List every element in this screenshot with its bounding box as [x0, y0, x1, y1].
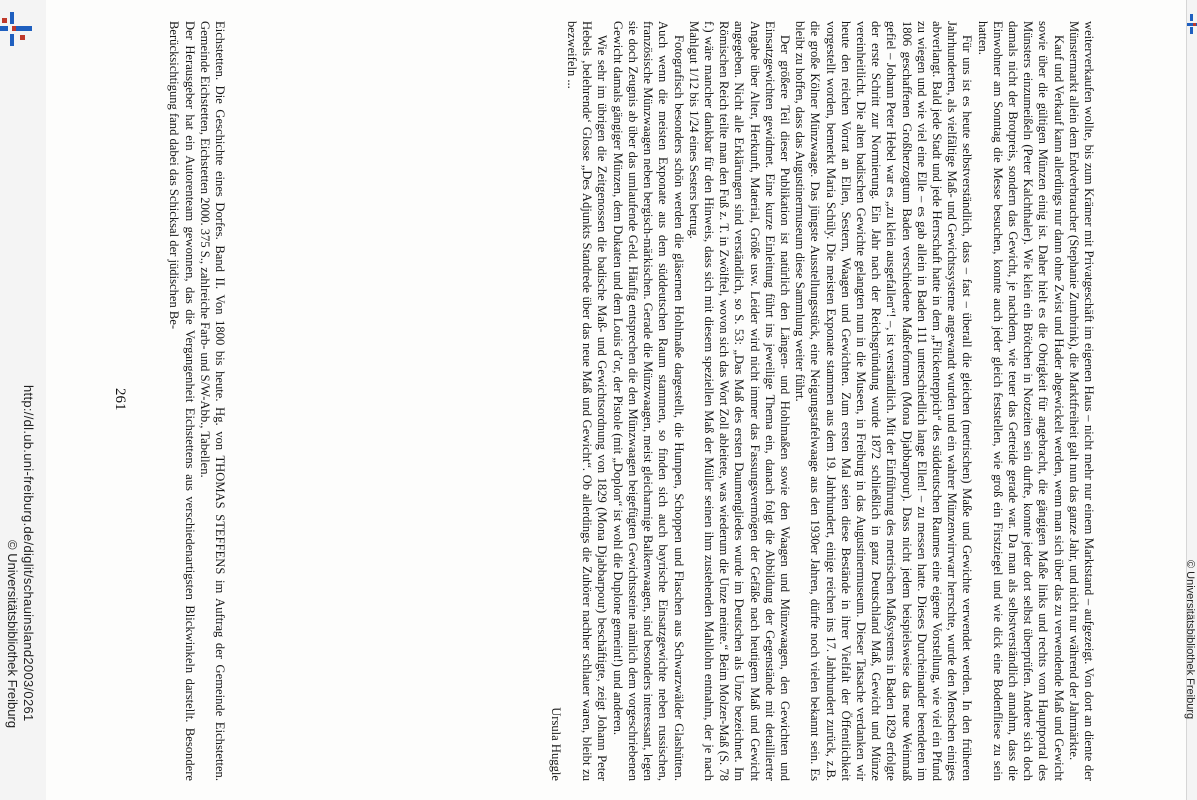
- university-library-mini-logo-icon[interactable]: [1187, 14, 1197, 34]
- scanned-page: [46, 0, 1187, 800]
- university-library-logo-icon[interactable]: [0, 12, 40, 46]
- paragraph: Für uns ist es heute selbstverständlich, dass – fast – überall die gleichen (metrischen) Maße und Gewichte verwendet werden. In den früheren Jahrhunderten, als vielfältige Maß- und Gewichtssysteme angewandt wurden und ein wahrer Münzenwirrwarr herrschte, wurde den Menschen einiges abverlangt. Bald jede Stadt und jede Herrschaft hatte in dem „Flickenteppich“ des süddeutschen Raumes eine eigene Vorstellung, wie viel ein Pfund zu wiegen und wie viel eine Elle – es gab allein in Baden 111 unterschiedlich lange Ellen! – zu messen hatte. Dieses Durcheinander beendeten im 1806 geschaffenen Großherzogtum Baden verschiedene Maßreformen (Mona Djabbarpour). Dass nicht jedem beispielsweise das neue Weinmaß gefiel – Johann Peter Hebel war es „zu klein ausgefallen“! –, ist verständlich. Mit der Einführung des metrischen Maßsystems in Baden 1829 erfolgte der erste Schritt zur Normierung. Ein Jahr nach der Reichsgründung wurde 1872 schließlich in ganz Deutschland Maß, Gewicht und Münze vereinheitlicht. Die alten badischen Gewichte gelangten nun in die Museen, in Freiburg in das Augustinermuseum. Dieser Tatsache verdanken wir heute den reichen Vorrat an Ellen, Sestern, Waagen und Gewichten. Zum ersten Mal seien diese Bestände in ihrer Vielfalt der Öffentlichkeit vorgestellt worden, bemerkt Maria Schüly. Die meisten Exponate stammen aus dem 19. Jahrhundert, einige reichen ins 17. Jahrhundert zurück, z.B. die große Kölner Münzwaage. Das jüngste Ausstellungsstück, eine Neigungstafelwaage aus den 1930er Jahren, dürfte noch vielen bekannt sein. Es bleibt zu hoffen, dass das Augustinermuseum diese Sammlung weiter führt.: [793, 21, 975, 781]
- paragraph: Der Herausgeber hat ein Autorenteam gewonnen, das die Vergangenheit Eichstettens aus verschiedenartigsten Blickwinkeln darstellt. Besondere Berücksichtigung fand dabei das Schicksal der jüdischen Be-: [167, 21, 197, 781]
- copyright-line: © Universitätsbibliothek Freiburg: [5, 540, 20, 729]
- paragraph: weiterverkaufen wollte, bis zum Krämer mit Privatgeschäft im eigenen Haus – nicht mehr nur einem Marktstand – aufgezeigt. Von dort an diente der Münstermarkt allein dem Endverbraucher (Stephanie Zumbrink), die Marktfreiheit galt nun das ganze Jahr, und nicht nur während der Jahrmärkte.: [1066, 21, 1096, 781]
- viewer-right-strip: [1186, 0, 1197, 800]
- paragraph: Der größere Teil dieser Publikation ist natürlich den Längen- und Hohlmaßen sowie den Waagen und Münzwaagen, den Gewichten und Einsatzgewichten gewidmet. Eine kurze Einleitung führt ins jeweilige Thema ein, danach folgt die Abbildung der Gegenstände mit detaillierter Angabe über Alter, Herkunft, Material, Größe usw. Leider wird nicht immer das Fassungsvermögen der Gefäße nach heutigem Maß und Gewicht angegeben. Nicht alle Erklärungen sind verständlich, so S. 53: „Das Maß des ersten Daumengliedes wurde im Deutschen als Unze bezeichnet. Im Römischen Reich teilte man den Fuß z. T. in Zwölftel, wovon sich das Wort Zoll ableitete, was wiederum die Unze meinte.“ Beim Molzer-Maß (S. 78 f.) wäre mancher dankbar für den Hinweis, dass sich mit diesem speziellen Maß der Müller seinen ihm zustehenden Mahllohn entnahm, der je nach Mahlgut 1/12 bis 1/24 eines Sesters betrug.: [686, 21, 792, 781]
- paragraph: Kauf und Verkauf kann allerdings nur dann ohne Zwist und Hader abgewickelt werden, wenn man sich über das zu verwendende Maß und Gewicht sowie über die gültigen Münzen einig ist. Daher hielt es die Obrigkeit für angebracht, die gängigen Maße links und rechts vom Hauptportal des Münsters einzumeißeln (Peter Kalchthaler). Wie klein ein Brötchen in Notzeiten sein durfte, konnte jeder dort selbst überprüfen. Andere sich doch damals nicht der Brotpreis, sondern das Gewicht, je nachdem, wie teuer das Getreide gerade war. Da man als selbstverständlich annahm, dass die Einwohner am Sonntag die Messe besuchen, konnte auch jeder gleich feststellen, wie groß ein Firstziegel und wie dick eine Bodenfliese zu sein hatten.: [975, 21, 1066, 781]
- digital-url-line[interactable]: http://dl.ub.uni-freiburg.de/diglit/schauinsland2003/0261: [21, 385, 36, 722]
- bibliographic-entry: Eichstetten. Die Geschichte eines Dorfes. Band II. Von 1800 bis heute. Hg. von THOMAS STEFFENS im Auftrag der Gemeinde Eichstetten. Gemeinde Eichstetten, Eichstetten 2000. 375 S., zahlreiche Farb- und S/W-Abb., Tabellen.: [197, 21, 227, 781]
- top-copyright-fragment: © Universitätsbibliothek Freiburg: [1184, 560, 1196, 720]
- viewer-sidebar: [0, 0, 47, 800]
- main-text-column: [548, 21, 1096, 781]
- review-block-eichstetten: [166, 21, 227, 781]
- page-number: 261: [112, 388, 128, 411]
- paragraph: Wie sehr im übrigen die Zeitgenossen die badische Maß- und Gewichtsordnung von 1829 (Mona Djabbarpour) beschäftigte, zeigt Johann Peter Hebels ‚belehrende‘ Glosse „Des Adjunkts Standrede über das neue Maß und Gewicht“. Ob allerdings die Zuhörer nachher schlauer waren, bleibt zu bezweifeln ...: [565, 21, 610, 781]
- paragraph: Fotografisch besonders schön werden die gläsernen Hohlmaße dargestellt, die Humpen, Schoppen und Flaschen aus Schwarzwälder Glashütten. Auch wenn die meisten Exponate aus dem süddeutschen Raum stammen, so finden sich auch bayrische Einsatzgewichte neben russischen, französische Münzwaagen neben bergisch-märkischen. Gerade die Münzwaagen, meist gleicharmige Balkenwaagen, sind besonders interessant, legen sie doch Zeugnis ab über das umlaufende Geld. Häufig entsprechen die den Münzwaagen beigefügten Gewichtssteine nämlich dem vorgeschriebenen Gewicht damals gängiger Münzen, dem Dukaten und dem Louis d’or, der Pistole (mit „Doplon“ ist wohl die Duplone gemeint!) und anderen.: [610, 21, 686, 781]
- review-signature: Ursula Huggle: [548, 707, 563, 781]
